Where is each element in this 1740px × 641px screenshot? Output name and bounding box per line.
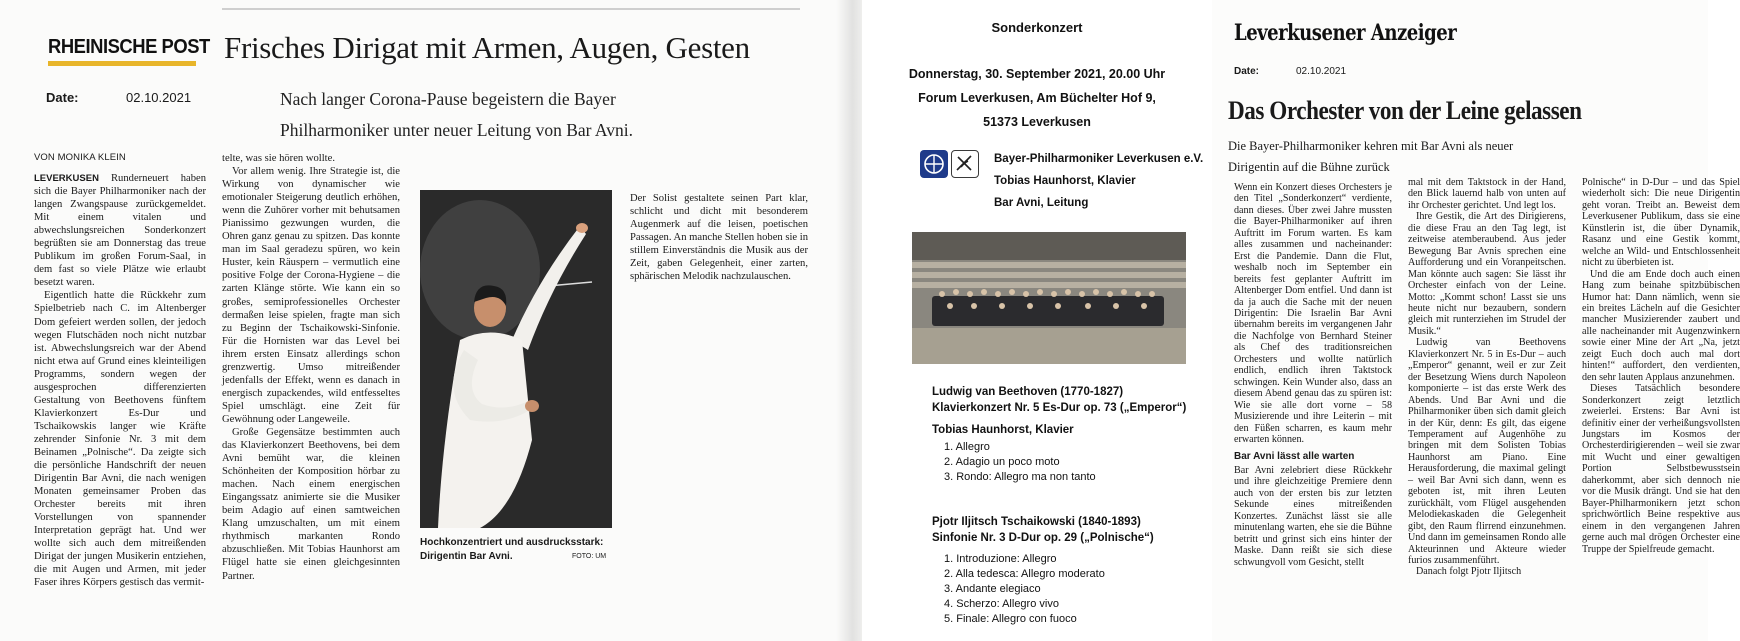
article-headline: Das Orchester von der Leine gelassen — [1228, 96, 1582, 125]
programme-title: Sonderkonzert — [991, 20, 1083, 35]
venue-line: 51373 Leverkusen — [983, 115, 1091, 129]
paragraph-text: Runderneuert haben sich die Bayer Philharmoniker nach der langen Zwangspause zurückgemeldet. Mit einem vitalen und abwechslungsreichen Sonderkonzert begrüßten sie am Donnerstag das treue Publikum im großen Forum-Saal, in dem fast so viele Plätze wie erlaubt besetzt waren. — [34, 173, 206, 289]
intertitle: Bar Avni lässt alle warten — [1234, 451, 1355, 463]
header-rule — [222, 8, 800, 10]
concert-programme — [862, 0, 1212, 641]
paragraph: Eigentlich hatte die Rückkehr zum Spielbetrieb nach C. im Altenberger Dom gefeiert werden sollen, der jedoch wegen Flutschäden noch nicht nutzbar ist. Abwechslungsreich war der Abend nicht etwa auf Grund eines kleinteiligen Programms, sondern wegen der ausgesprochen differenzierten Gestaltung von Beethovens fünftem Klavierkonzert Es-Dur und Tschaikowskis langer wie Kräfte zehrender Sinfonie Nr. 3 mit dem Beinamen „Polnische“. Da zeigte sich die persönliche Handschrift der neuen Dirigentin Bar Avni, die nach wenigen Monaten gemeinsamer Proben das Orchester bereits mit ihren Vorstellungen von spannender Interpretation geprägt hat. Und wer wollte sich auch dem mitreißenden Dirigat der jungen Musikerin entziehen, die mit Augen und Armen, mit jeder Faser ihres Körpers gestisch das vermit- — [34, 290, 206, 589]
article-headline: Frisches Dirigat mit Armen, Augen, Gesten — [224, 30, 750, 65]
venue-line: Donnerstag, 30. September 2021, 20.00 Uhr — [908, 67, 1166, 81]
rheinische-post-logo: RHEINISCHE POST — [48, 36, 210, 58]
movement: 4. Scherzo: Allegro vivo — [944, 598, 1059, 610]
performer: Bar Avni, Leitung — [994, 197, 1089, 209]
paragraph: Ludwig van Beethovens Klavierkonzert Nr. 5 in Es-Dur – auch „Emperor“ genannt, weil er zur Zeit der Besetzung Wiens durch Napoleon komponierte – ist das erste Werk des Abends. Und Bar Avni und die Philharmoniker üben sich damit gleich in der Kür, denn: Es gilt, das eigene Temperament auf Augenhöhe zu bringen mit dem Solisten Tobias Haunhorst am Piano. Eine Herausforderung, die maximal gelingt – weil Bar Avni sich dann, wenn es geboten ist, mit ihren Leuten zurückhält, vom Flügel ausgehenden Melodiekaskaden die Gelegenheit gibt, den Raum flirrend einzunehmen. Und dann im gemeinsamen Rondo alle Akteurinnen und Akteure wieder furios zusammenführt. — [1408, 337, 1566, 566]
movement: 2. Adagio un poco moto — [944, 456, 1060, 468]
article-column-3 — [1582, 177, 1740, 555]
date-label: Date: — [46, 90, 79, 105]
piece-2-movements — [944, 552, 1105, 627]
article-column-2 — [222, 152, 400, 583]
piece-2-header — [932, 514, 1154, 546]
paragraph: Dieses Tatsächlich besondere Sonderkonzert zeigt letztlich zweierlei. Erstens: Bar Avni ist definitiv einer der verheißungsvollsten Jungstars im Kosmos der Orchesterdirigierenden – weil sie zwar mit Wucht und einer gewaltigen Portion Selbstbewusstsein daherkommt, aber sich dennoch nie vor die Musik drängt. Und sie hat den Bayer-Philharmonikern jetzt schon sprichwörtlich Beine respektive aus einem in den vergangenen Jahren gerne auch mal drögen Orchester eine Truppe der Spielfreude gemacht. — [1582, 383, 1740, 555]
paragraph: Vor allem wenig. Ihre Strategie ist, die Wirkung von dynamischer wie emotionaler Steigerung deutlich erhöhen, wenn die Zuhörer vorher mit behutsamen Pianissimo gezwungen wurden, die Ohren ganz genau zu spitzen. Das konnte man im Saal geradezu spüren, wo kein Huster, kein Räuspern – vermutlich eine positive Folge der Corona-Hygiene – die zarten Klänge störte. Wie kann ein so großes, semiprofessionelles Orchester dermaßen leise spielen, fragte man sich zu Beginn der Tschaikowski-Sinfonie. Für die Hornisten war das Level bei ihrem ersten Einsatz allerdings schon grenzwertig. Umso mitreißender jedenfalls der Effekt, wenn es danach in energisch zupackendes, wild entfesseltes Spiel umschlägt. eine Zeit für Gewöhnung oder Langeweile. — [222, 166, 400, 425]
movement: 3. Rondo: Allegro ma non tanto — [944, 471, 1096, 483]
movement: 3. Andante elegiaco — [944, 583, 1041, 595]
paragraph: telte, was sie hören wollte. — [222, 153, 335, 164]
performer: Tobias Haunhorst, Klavier — [994, 175, 1136, 187]
movement: 5. Finale: Allegro con fuoco — [944, 613, 1077, 625]
paragraph — [34, 172, 206, 289]
paragraph: Ihre Gestik, die Art des Dirigierens, die diese Frau an den Tag legt, ist zeitweise atemberaubend. Aus jeder Bewegung Bar Avnis sprechen eine Aufforderung und ein Voranpeitschen. Man könnte auch sagen: Sie lässt ihr Orchester einfach von der Leine. Motto: „Kommt schon! Lasst sie uns heute nicht nur bezaubern, sondern gleich mit runterziehen im Strudel der Musik.“ — [1408, 211, 1566, 337]
paragraph: Wenn ein Konzert dieses Orchesters je den Titel „Sonderkonzert“ verdiente, dann dieses. Über zwei Jahre mussten die Bayer-Philharmoniker auf ihren Auftritt im Forum warten. Es kam alles zusammen und nacheinander: Erst die Pandemie. Dann die Flut, weshalb noch im September ein bereits fest geplanter Auftritt im Altenberger Dom entfiel. Und dann ist da ja auch die Sache mit der neuen Dirigentin: Die Israelin Bar Avni übernahm bereits im vergangenen Jahr die Nachfolge von Bernhard Steiner als Chef des traditionsreichen Orchesters und wollte natürlich endlich, endlich ihren Taktstock schwingen. Kein Wunder also, dass an diesem Abend genau das zu spüren ist: Wie sie alle dort vorne – 58 Musizierende und ihre Leiterin – mit den Füßen scharren, es kaum mehr erwarten können. — [1234, 182, 1392, 445]
paragraph: Bar Avni zelebriert diese Rückkehr und ihre gleichzeitige Premiere denn auch von der ersten bis zur letzten Sekunde eines mitreißenden Konzertes. Zunächst lässt sie alle minutenlang warten, ehe sie die Bühne betritt und grinst sich eins hinter der Maske. Dann reißt sie sich diese schwungvoll vom Gesicht, stellt — [1234, 464, 1392, 568]
article-column-1 — [1234, 182, 1392, 568]
composer: Ludwig van Beethoven (1770-1827) — [932, 386, 1124, 398]
philharmonic-logo-icon — [951, 150, 979, 178]
article-subheadline: Die Bayer-Philharmoniker kehren mit Bar Avni als neuer Dirigentin auf die Bühne zurück — [1228, 139, 1514, 174]
piece-1-header — [932, 384, 1186, 438]
orchestra-photo — [912, 232, 1186, 364]
composer: Pjotr Iljitsch Tschaikowski (1840-1893) — [932, 516, 1141, 528]
work-title: Sinfonie Nr. 3 D-Dur op. 29 („Polnische“) — [932, 532, 1154, 544]
movement: 1. Introduzione: Allegro — [944, 553, 1057, 565]
dateline-kicker: LEVERKUSEN — [34, 173, 99, 184]
date-label: Date: — [1234, 66, 1260, 77]
paragraph: Große Gegensätze bestimmten auch das Klavierkonzert Beethovens, bei dem Avni bemüht war, die kleinen Schönheiten der Komposition hörbar zu machen. Nach einem energischen Eingangssatz animierte sie die Musiker beim Adagio auf einen samtweichen Klang umzuschalten, um mit einem rhythmisch markanten Rondo abzuschließen. Mit Tobias Haunhorst am Flügel hatte sie einen gleichgesinnten Partner. — [222, 426, 400, 582]
paragraph: Polnische“ in D-Dur – und das Spiel wiederholt sich: Die neue Dirigentin geht voran. Treibt an. Beweist dem Leverkusener Publikum, dass sie eine Künstlerin ist, die über Dynamik, Rasanz und eine Gestik kommt, welche an Wild- und Entschlossenheit nicht zu überbieten ist. — [1582, 177, 1740, 269]
article-author: VON MONIKA KLEIN — [34, 152, 126, 163]
conductor-illustration — [420, 190, 612, 528]
article-column-1 — [34, 172, 206, 590]
article-subheadline: Nach langer Corona-Pause begeistern die Bayer Philharmoniker unter neuer Leitung von Bar Avni. — [280, 89, 633, 140]
article-date: 02.10.2021 — [1296, 66, 1347, 77]
photo-credit: FOTO: UM — [572, 553, 607, 560]
article-date: 02.10.2021 — [126, 90, 192, 105]
performer: Bayer-Philharmoniker Leverkusen e.V. — [994, 153, 1204, 165]
movement: 1. Allegro — [944, 441, 990, 453]
article-column-2 — [1408, 177, 1566, 578]
rheinische-post-article — [0, 0, 862, 641]
leverkusener-anzeiger-logo: Leverkusener Anzeiger — [1234, 20, 1457, 46]
logo-underline — [48, 61, 196, 66]
paragraph: Und die am Ende doch auch einen Hang zum beinahe spitzbübischen Humor hat: Dann nämlich, wenn sie ein breites Lächeln auf die Gesichter mancher Musizierender zaubert und alle nacheinander mit Augenzwinkern sowie einer Mine der Art „Na, jetzt zeigt Euch doch auch mal dort hinten!“ auffordert, den verdienten, den sehr lauten Applaus anzunehmen. — [1582, 268, 1740, 383]
orchestra-illustration — [912, 232, 1186, 364]
article-column-3 — [630, 192, 808, 283]
programme-performers — [994, 148, 1203, 214]
leverkusener-anzeiger-article — [1212, 0, 1740, 641]
photo-caption: Hochkonzentriert und ausdrucksstark: Dirigentin Bar Avni. — [420, 537, 604, 562]
programme-venue — [862, 62, 1212, 134]
paragraph: mal mit dem Taktstock in der Hand, den Blick lauernd halb von unten auf ihr Orchester gerichtet. Und legt los. — [1408, 177, 1566, 211]
work-title: Klavierkonzert Nr. 5 Es-Dur op. 73 („Emperor“) — [932, 402, 1187, 414]
movement: 2. Alla tedesca: Allegro moderato — [944, 568, 1105, 580]
conductor-photo — [420, 190, 612, 528]
venue-line: Forum Leverkusen, Am Büchelter Hof 9, — [918, 91, 1156, 105]
bayer-logo-icon — [920, 150, 948, 178]
soloist: Tobias Haunhorst, Klavier — [932, 424, 1074, 436]
paragraph: Danach folgt Pjotr Iljitsch — [1416, 566, 1522, 578]
paragraph: Der Solist gestaltete seinen Part klar, schlicht und dicht mit besonderem Augenmerk auf die leisen, poetischen Passagen. An manche Stellen hoben sie in stillem Einverständnis die Musik aus der Zeit, gaben Gelegenheit, einer zarten, sphärischen Melodik nachzulauschen. — [630, 193, 808, 283]
piece-1-movements — [944, 440, 1096, 485]
